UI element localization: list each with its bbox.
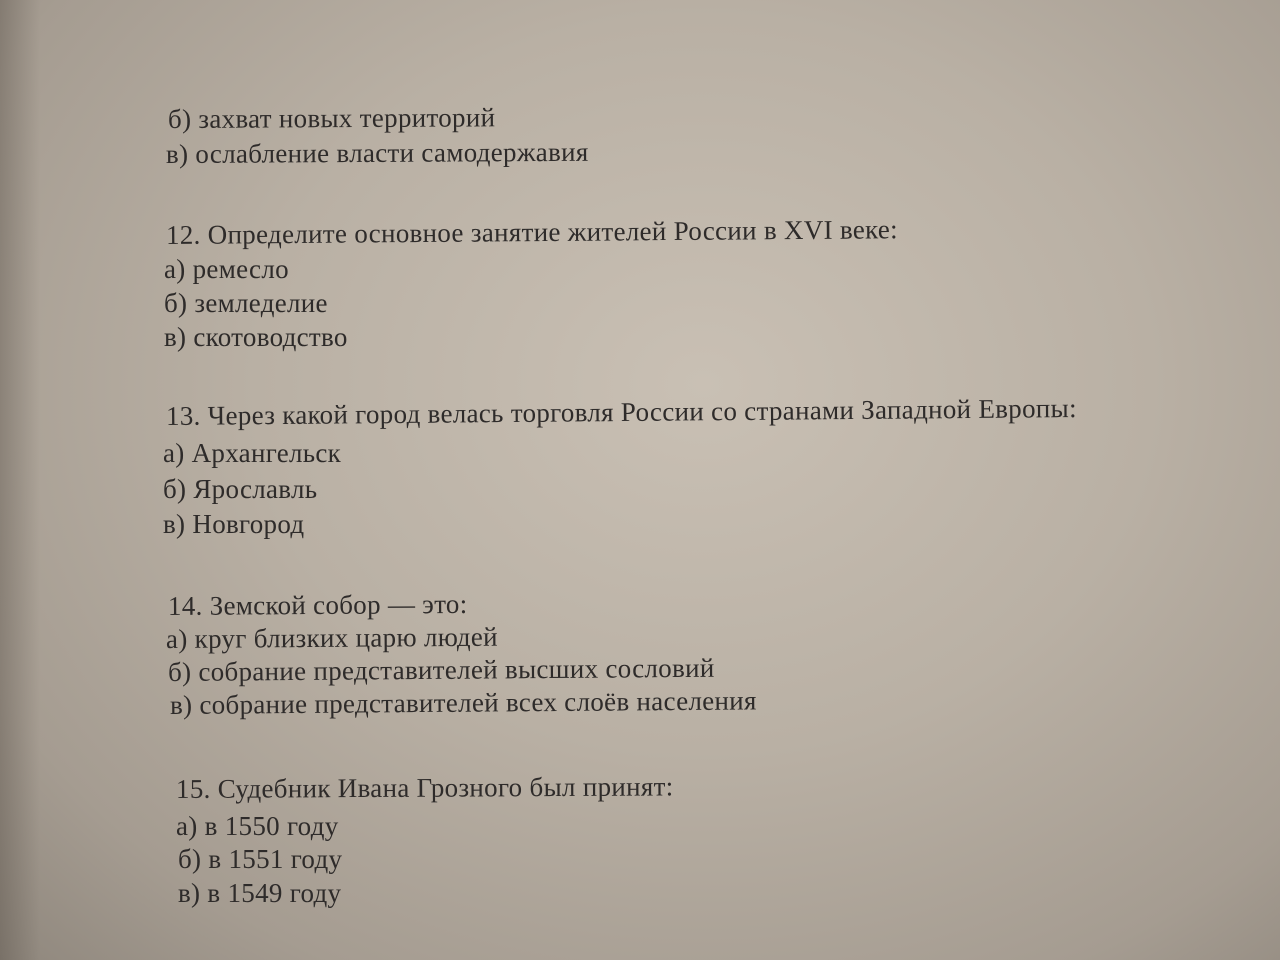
option-15b: б) в 1551 году bbox=[178, 844, 343, 874]
option-11b: б) захват новых территорий bbox=[167, 102, 496, 134]
option-15a: а) в 1550 году bbox=[176, 811, 339, 841]
option-15c: в) в 1549 году bbox=[178, 878, 342, 908]
option-14b: б) собрание представителей высших сословий bbox=[167, 652, 715, 687]
option-13b: б) Ярославль bbox=[163, 474, 318, 504]
option-14c: в) собрание представителей всех слоёв населения bbox=[169, 685, 757, 720]
option-12c: в) скотоводство bbox=[164, 322, 348, 352]
question-13: 13. Через какой город велась торговля России со странами Западной Европы: bbox=[165, 393, 1077, 431]
page-shadow bbox=[0, 0, 40, 960]
option-12b: б) земледелие bbox=[164, 288, 328, 318]
option-13c: в) Новгород bbox=[163, 509, 305, 539]
option-12a: а) ремесло bbox=[164, 254, 289, 284]
option-11c: в) ослабление власти самодержавия bbox=[165, 136, 589, 169]
question-15: 15. Судебник Ивана Грозного был принят: bbox=[175, 771, 674, 804]
question-14: 14. Земской собор — это: bbox=[167, 588, 468, 621]
option-13a: а) Архангельск bbox=[163, 438, 342, 468]
question-12: 12. Определите основное занятие жителей России в XVI веке: bbox=[165, 214, 899, 250]
option-14a: а) круг близких царю людей bbox=[165, 621, 498, 654]
